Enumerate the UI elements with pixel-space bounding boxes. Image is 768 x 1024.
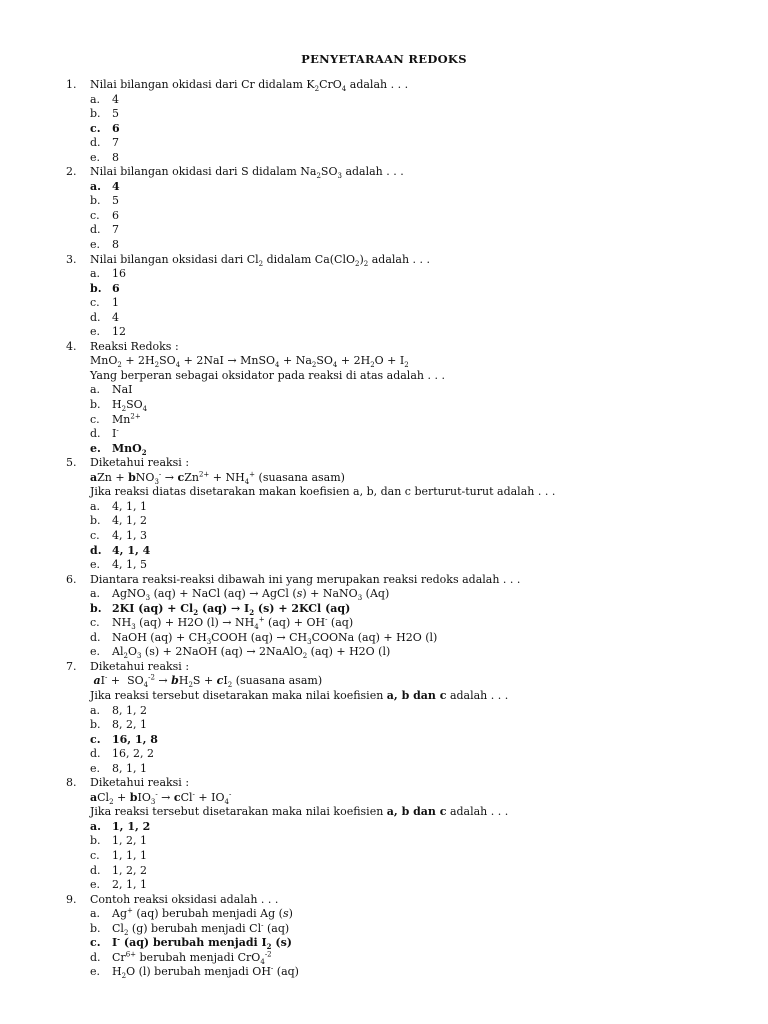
option-letter: d. — [90, 950, 101, 964]
option-letter: b. — [90, 281, 102, 295]
option-letter: e. — [90, 238, 101, 252]
option-text: 16, 1, 8 — [112, 732, 158, 746]
option-letter: e. — [90, 150, 101, 164]
option-text: I- (aq) berubah menjadi $I_2$ (s) — [112, 934, 292, 952]
option-text: 4 — [112, 179, 120, 193]
question-4 — [66, 340, 716, 456]
question-stem-row — [66, 573, 716, 588]
option-text: 16, 2, 2 — [112, 747, 154, 761]
answer-option-a — [66, 907, 716, 922]
option-text: 8, 1, 1 — [112, 761, 147, 775]
question-number: 9. — [66, 892, 77, 906]
option-text: 2, 1, 1 — [112, 878, 147, 892]
answer-option-d — [66, 136, 716, 151]
question-stem-row — [66, 776, 716, 791]
answer-option-d — [66, 631, 716, 646]
option-text: 2KI $(aq) + Cl_2$ $(aq) \to I_2$ (s) + 2KCl (aq) — [112, 601, 351, 617]
question-stem: Diantara reaksi-reaksi dibawah ini yang merupakan reaksi redoks adalah . . . — [90, 572, 521, 586]
option-text: $Cl_2$ (g) berubah menjadi Cl- (aq) — [112, 921, 290, 937]
option-text: 1, 1, 1 — [112, 848, 147, 862]
answer-option-c — [66, 936, 716, 951]
answer-option-a — [66, 587, 716, 602]
question-stem-line: $MnO_2 + 2H_2SO_4 + 2NaI$ → MnSO$_4$ + $Na_2SO_4 + 2H_2O + I_2$ — [90, 354, 409, 370]
option-letter: d. — [90, 747, 101, 761]
answer-option-c — [66, 529, 716, 544]
option-text: 7 — [112, 136, 119, 150]
answer-option-c — [66, 849, 716, 864]
option-text: MnO$_2$ — [112, 441, 147, 457]
option-letter: c. — [90, 616, 100, 630]
option-letter: d. — [90, 863, 101, 877]
option-letter: a. — [90, 179, 101, 193]
option-text: 6 — [112, 121, 120, 135]
answer-option-e — [66, 238, 716, 253]
option-text: NaI — [112, 383, 133, 397]
option-letter: d. — [90, 223, 101, 237]
answer-option-e — [66, 442, 716, 457]
question-3 — [66, 253, 716, 340]
question-number: 3. — [66, 252, 77, 266]
answer-option-d — [66, 311, 716, 326]
question-9 — [66, 893, 716, 980]
question-stem-row — [66, 78, 716, 93]
option-letter: b. — [90, 194, 101, 208]
option-text: 5 — [112, 194, 119, 208]
question-number: 2. — [66, 165, 77, 179]
option-text: 7 — [112, 223, 119, 237]
option-letter: d. — [90, 630, 101, 644]
answer-option-a — [66, 267, 716, 282]
option-text: 1 — [112, 296, 119, 310]
question-number: 4. — [66, 339, 77, 353]
question-stem-line: Jika reaksi tersebut disetarakan maka nilai koefisien a, b dan c adalah . . . — [90, 805, 509, 819]
question-stem-row — [66, 340, 716, 355]
option-letter: e. — [90, 558, 101, 572]
answer-option-a — [66, 93, 716, 108]
answer-option-a — [66, 500, 716, 515]
answer-option-c — [66, 616, 716, 631]
question-stem-line: Jika reaksi diatas disetarakan makan koefisien a, b, dan c berturut-turut adalah . . . — [90, 485, 556, 499]
answer-option-d — [66, 223, 716, 238]
answer-option-c — [66, 209, 716, 224]
option-letter: b. — [90, 398, 101, 412]
option-text: 4, 1, 5 — [112, 558, 147, 572]
question-stem-row — [66, 893, 716, 908]
option-letter: e. — [90, 645, 101, 659]
option-letter: a. — [90, 92, 101, 106]
option-letter: c. — [90, 936, 101, 950]
option-text: $Mn^{2+}$ — [112, 411, 141, 426]
answer-option-d — [66, 427, 716, 442]
option-letter: e. — [90, 325, 101, 339]
question-stem-line: $aCl_2 + bIO_3^- \to cCl^- + IO_4^-$ — [90, 790, 232, 806]
answer-option-b — [66, 107, 716, 122]
answer-option-e — [66, 325, 716, 340]
option-text: 1, 2, 2 — [112, 863, 147, 877]
answer-option-b — [66, 602, 716, 617]
answer-option-e — [66, 558, 716, 573]
option-letter: e. — [90, 761, 101, 775]
option-letter: e. — [90, 878, 101, 892]
question-number: 7. — [66, 659, 77, 673]
question-stem-row — [66, 253, 716, 268]
question-stem: Diketahui reaksi : — [90, 776, 190, 790]
option-text: Ag+ (aq) berubah menjadi Ag (s) — [112, 906, 293, 921]
option-letter: c. — [90, 848, 100, 862]
question-stem: Diketahui reaksi : — [90, 659, 190, 673]
question-number: 8. — [66, 776, 77, 790]
question-2 — [66, 165, 716, 252]
option-text: 6 — [112, 281, 120, 295]
answer-option-d — [66, 864, 716, 879]
question-stem-line: $aI^- + SO_4^{-2} \to bH_2S + cI_2$ (suasana asam) — [93, 673, 323, 690]
question-stem-line: aZn + $bNO_3^- \to cZn^{2+} + NH_4^+$ (suasana asam) — [90, 470, 345, 486]
option-text: 4 — [112, 92, 119, 106]
option-letter: a. — [90, 703, 101, 717]
question-stem-row — [66, 165, 716, 180]
option-letter: d. — [90, 427, 101, 441]
option-text: 6 — [112, 208, 119, 222]
option-text: NaOH $(aq) + CH_3COOH$ $(aq) \to CH_3COONa$ (aq) + H2O (l) — [112, 630, 438, 646]
question-stem: Contoh reaksi oksidasi adalah . . . — [90, 892, 279, 906]
answer-option-e — [66, 965, 716, 980]
option-text: I- — [112, 426, 119, 441]
option-text: 8, 2, 1 — [112, 718, 147, 732]
option-letter: c. — [90, 528, 100, 542]
answer-option-d — [66, 544, 716, 559]
answer-option-e — [66, 762, 716, 777]
option-text: 5 — [112, 107, 119, 121]
option-letter: c. — [90, 412, 100, 426]
question-number: 6. — [66, 572, 77, 586]
option-letter: b. — [90, 718, 101, 732]
question-5 — [66, 456, 716, 572]
answer-option-a — [66, 383, 716, 398]
option-text: $Cr^{6+}$ berubah menjadi CrO$_4^{-2}$ — [112, 950, 272, 966]
option-text: 16 — [112, 267, 126, 281]
question-stem-row — [66, 456, 716, 471]
answer-option-e — [66, 878, 716, 893]
answer-option-b — [66, 398, 716, 413]
answer-option-c — [66, 733, 716, 748]
option-letter: b. — [90, 514, 101, 528]
option-letter: d. — [90, 543, 102, 557]
option-text: 4 — [112, 310, 119, 324]
option-letter: b. — [90, 921, 101, 935]
answer-option-d — [66, 951, 716, 966]
question-stem: Nilai bilangan okidasi dari Cr didalam $K_2CrO_4$ adalah . . . — [90, 78, 409, 94]
option-text: 12 — [112, 325, 126, 339]
option-text: 8 — [112, 238, 119, 252]
option-letter: a. — [90, 499, 101, 513]
answer-option-b — [66, 834, 716, 849]
question-stem-row — [66, 660, 716, 675]
question-1 — [66, 78, 716, 165]
question-number: 5. — [66, 456, 77, 470]
answer-option-c — [66, 122, 716, 137]
answer-option-b — [66, 718, 716, 733]
option-letter: e. — [90, 441, 101, 455]
question-stem-line: Yang berperan sebagai oksidator pada reaksi di atas adalah . . . — [90, 368, 445, 382]
question-7 — [66, 660, 716, 776]
option-letter: b. — [90, 601, 102, 615]
option-text: 1, 1, 2 — [112, 819, 151, 833]
option-text: 4, 1, 4 — [112, 543, 151, 557]
answer-option-c — [66, 413, 716, 428]
option-text: 1, 2, 1 — [112, 834, 147, 848]
answer-option-c — [66, 296, 716, 311]
option-letter: a. — [90, 383, 101, 397]
option-letter: c. — [90, 208, 100, 222]
question-6 — [66, 573, 716, 660]
option-letter: c. — [90, 121, 101, 135]
option-letter: a. — [90, 587, 101, 601]
option-letter: a. — [90, 907, 101, 921]
question-stem: Nilai bilangan okidasi dari S didalam $Na_2SO_3$ adalah . . . — [90, 165, 404, 181]
document-title: PENYETARAAN REDOKS — [301, 52, 467, 66]
option-text: $H_2O$ (l) berubah menjadi OH- (aq) — [112, 964, 299, 981]
question-stem-line: Jika reaksi tersebut disetarakan maka nilai koefisien a, b dan c adalah . . . — [90, 688, 509, 702]
option-text: 8, 1, 2 — [112, 703, 147, 717]
option-letter: d. — [90, 310, 101, 324]
option-letter: d. — [90, 136, 101, 150]
answer-option-e — [66, 151, 716, 166]
option-letter: a. — [90, 819, 101, 833]
option-text: $NH_3$ (aq) + H2O $(l) \to NH_4^+$ (aq) + OH- (aq) — [112, 615, 354, 632]
answer-option-e — [66, 645, 716, 660]
option-text: $H_2SO_4$ — [112, 398, 148, 414]
option-letter: e. — [90, 965, 101, 979]
option-letter: b. — [90, 107, 101, 121]
answer-option-a — [66, 180, 716, 195]
answer-option-b — [66, 282, 716, 297]
option-text: 4, 1, 3 — [112, 528, 147, 542]
option-text: $Al_2O_3$ (s) + 2NaOH (aq) → 2NaAlO$_2$ (aq) + H2O (l) — [112, 645, 391, 661]
answer-option-b — [66, 194, 716, 209]
option-text: 4, 1, 1 — [112, 499, 147, 513]
question-stem: Reaksi Redoks : — [90, 339, 179, 353]
option-letter: c. — [90, 296, 100, 310]
question-stem: Diketahui reaksi : — [90, 456, 190, 470]
question-8 — [66, 776, 716, 892]
option-text: 4, 1, 2 — [112, 514, 147, 528]
option-letter: c. — [90, 732, 101, 746]
option-letter: a. — [90, 267, 101, 281]
question-list — [66, 78, 716, 980]
answer-option-a — [66, 820, 716, 835]
answer-option-b — [66, 514, 716, 529]
question-number: 1. — [66, 78, 77, 91]
question-stem: Nilai bilangan oksidasi dari $Cl_2$ didalam $Ca(ClO_2)_2$ adalah . . . — [90, 252, 431, 268]
answer-option-d — [66, 747, 716, 762]
answer-option-b — [66, 922, 716, 937]
option-letter: b. — [90, 834, 101, 848]
answer-option-a — [66, 704, 716, 719]
option-text: 8 — [112, 150, 119, 164]
option-text: AgNO$_3$ (aq) + NaCl (aq) → AgCl (s) + NaNO$_3$ (Aq) — [112, 587, 390, 603]
